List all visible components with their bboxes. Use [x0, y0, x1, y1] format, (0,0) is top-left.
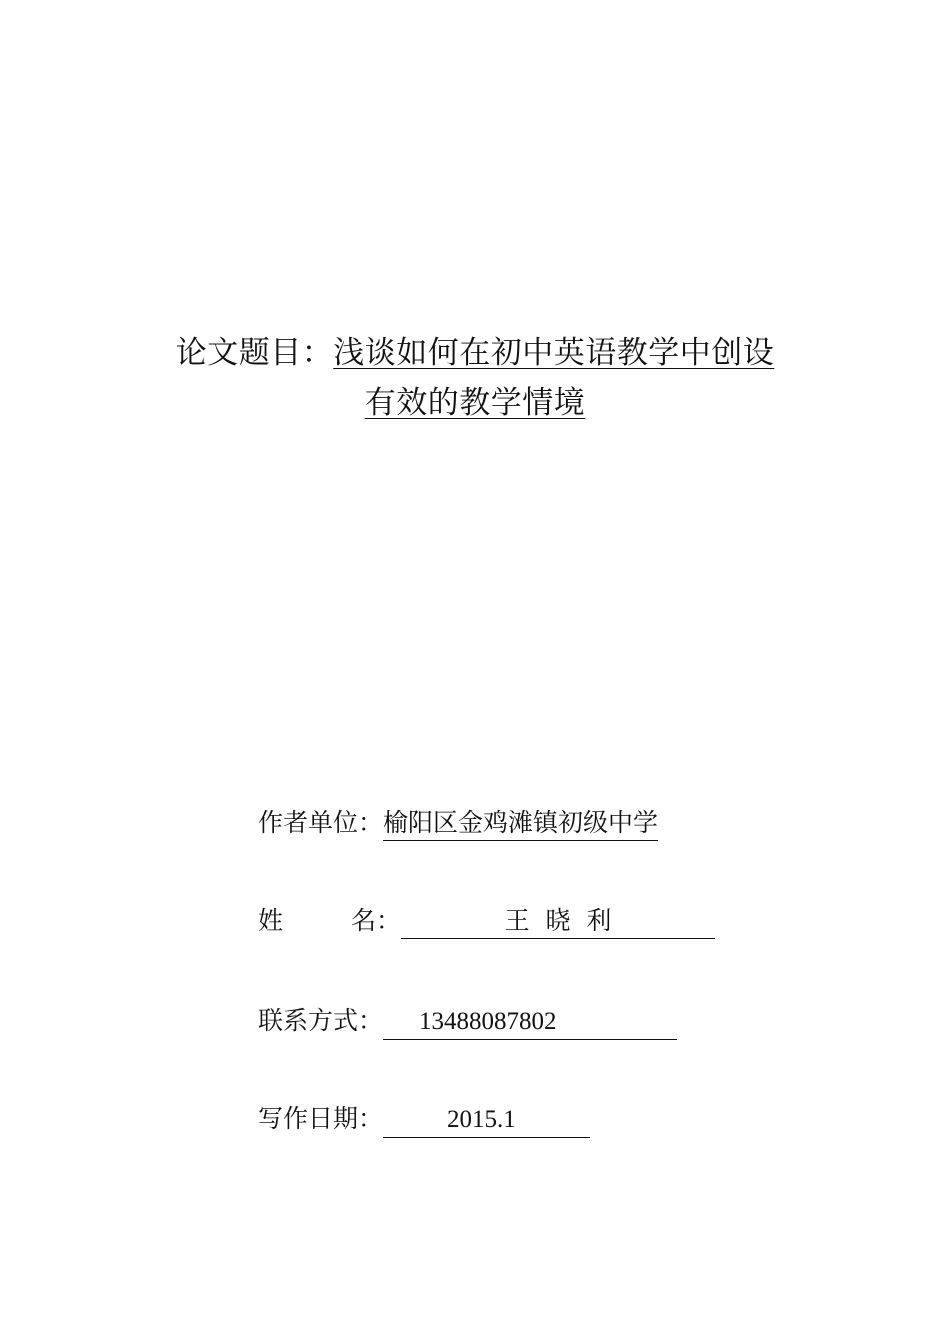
contact-value: 13488087802	[419, 1008, 557, 1035]
name-row	[258, 904, 715, 939]
title-line-2	[0, 378, 950, 428]
name-colon: ：	[376, 906, 402, 935]
contact-label: 联系方式	[258, 1006, 359, 1035]
date-colon: ：	[358, 1104, 384, 1133]
name-label	[258, 904, 376, 938]
title-value-line-2: 有效的教学情境	[364, 385, 586, 421]
author-unit-colon: ：	[358, 808, 384, 837]
contact-row	[258, 1004, 677, 1040]
name-label-char-1: 姓	[258, 906, 284, 935]
date-row	[258, 1102, 590, 1138]
title-line-1	[0, 328, 950, 378]
author-unit-value: 榆阳区金鸡滩镇初级中学	[383, 808, 658, 841]
title-value-line-1: 浅谈如何在初中英语教学中创设	[333, 335, 775, 371]
name-value: 王 晓 利	[504, 906, 612, 935]
contact-value-line	[383, 1006, 677, 1040]
date-value: 2015.1	[447, 1106, 516, 1133]
thesis-title	[0, 328, 950, 428]
date-value-line	[383, 1104, 590, 1138]
author-unit-label: 作者单位	[258, 808, 359, 837]
name-label-char-2: 名	[350, 906, 376, 935]
contact-colon: ：	[358, 1006, 384, 1035]
date-label: 写作日期	[258, 1104, 359, 1133]
title-label: 论文题目：	[175, 335, 334, 371]
name-value-line	[401, 906, 715, 939]
author-unit-row	[258, 806, 658, 841]
